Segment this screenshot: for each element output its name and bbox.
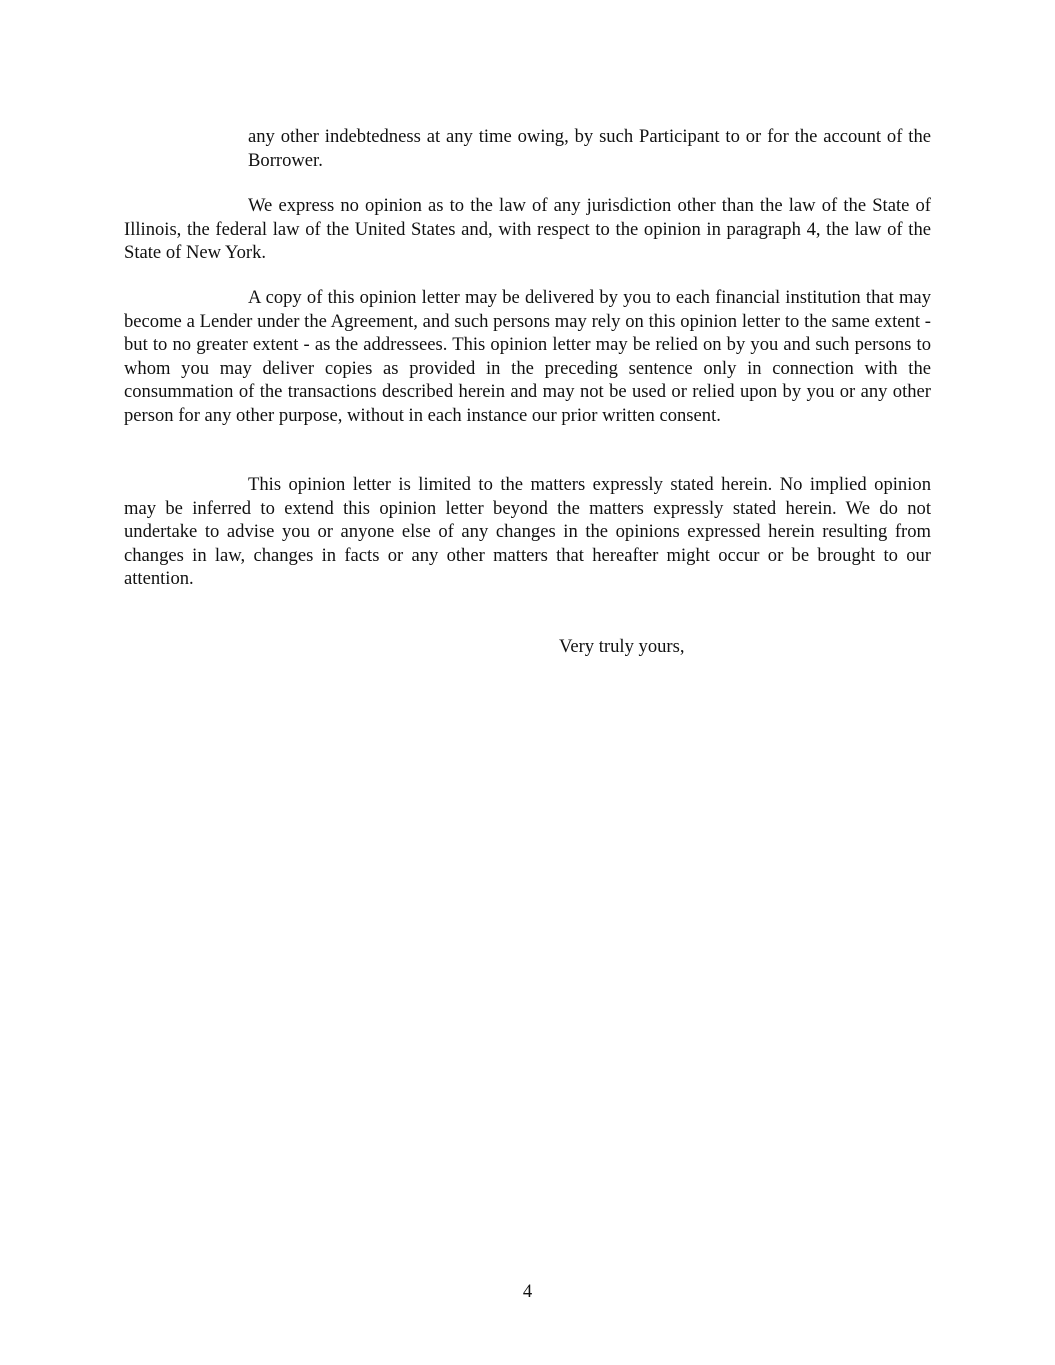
jurisdiction-paragraph: We express no opinion as to the law of any jurisdiction other than the law of the State of Illinois, the federal law of the United States and, with respect to the opinion in paragraph 4, the law of the State of New York. <box>124 195 931 264</box>
page-number: 4 <box>522 1281 533 1302</box>
limitation-paragraph: This opinion letter is limited to the matters expressly stated herein. No implied opinion may be inferred to extend this opinion letter beyond the matters expressly stated herein. We do not undertake to advise you or anyone else of any changes in the opinions expressed herein resulting from changes in law, changes in facts or any other matters that hereafter might occur or be brought to our attention. <box>124 474 931 590</box>
closing-salutation: Very truly yours, <box>559 636 685 657</box>
reliance-paragraph: A copy of this opinion letter may be delivered by you to each financial institution that may become a Lender under the Agreement, and such persons may rely on this opinion letter to the same extent - but to no greater extent - as the addressees. This opinion letter may be relied on by you and such persons to whom you may deliver copies as provided in the preceding sentence only in connection with the consummation of the transactions described herein and may not be used or relied upon by you or any other person for any other purpose, without in each instance our prior written consent. <box>124 287 931 426</box>
continuation-paragraph: any other indebtedness at any time owing, by such Participant to or for the account of the Borrower. <box>248 126 931 171</box>
